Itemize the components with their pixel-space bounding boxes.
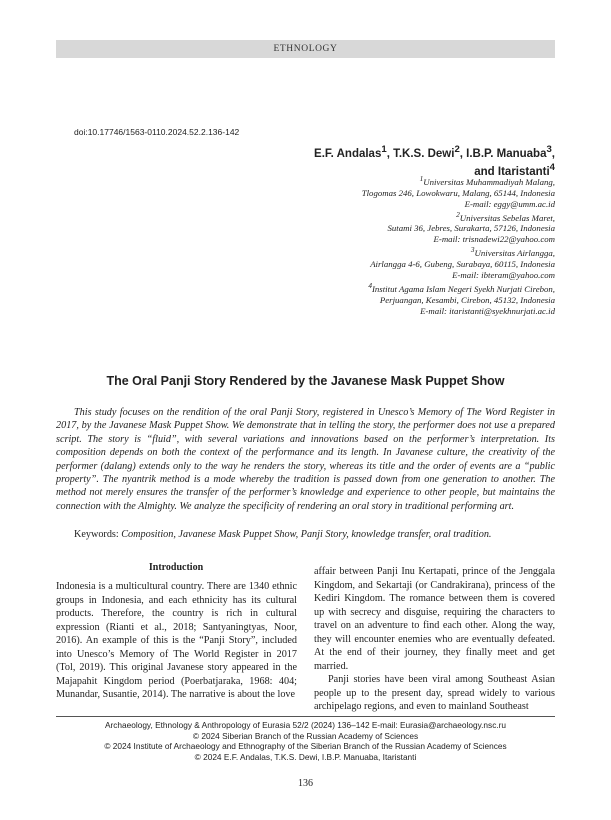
body-column-left xyxy=(56,580,297,702)
page-number: 136 xyxy=(298,778,313,789)
abstract: This study focuses on the rendition of the oral Panji Story, registered in Unesco’s Memory of The Word Register in 2017, by the Javanese Mask Puppet Show. We demonstrate that in telling the story, the performer does not use a prepared script. The story is “fluid”, with several variations and innovations based on the performer’s interpretation. Its composition depends on both the context of the performance and its length. In Javanese culture, the creativity of the performer (dalang) extends only to the way he renders the story, whereas its title and the order of events are a “public property”. The nyantrik method is a mode whereby the tradition is passed down from one generation to another. The method not merely ensures the transfer of the performer’s knowledge and experience to other people, but maintains the connection with the Almighty. We analyze the specificity of rendering an oral story in traditional performing art. xyxy=(56,407,555,512)
affiliation-line xyxy=(225,210,555,224)
affiliation-line xyxy=(225,281,555,295)
copyright-line: © 2024 E.F. Andalas, T.K.S. Dewi, I.B.P. Manuaba, Itaristanti xyxy=(194,751,417,762)
paragraph: affair between Panji Inu Kertapati, prince of the Jenggala Kingdom, and Sekartaji (or Candrakirana), princess of the Kediri Kingdom. The romance between them is covered up with secrecy and disguise, requiring the characters to travel on an adventure to find each other. Along the way, they will encounter enemies who are eventually defeated. At the end of their journey, they finally meet and get married. xyxy=(314,566,555,672)
author-line-1: E.F. Andalas$^1$, T.K.S. Dewi$^2$, I.B.P. Manuaba$^3$, xyxy=(314,144,555,160)
affiliation-institution: Universitas Airlangga, xyxy=(474,248,555,259)
paragraph: Panji stories have been viral among Southeast Asian people up to the present day, spread widely to various archipelago regions, and even to mainland Southeast xyxy=(314,674,555,713)
article-title: The Oral Panji Story Rendered by the Javanese Mask Puppet Show xyxy=(106,374,505,388)
affiliation-email[interactable]: E-mail: ibteram@yahoo.com xyxy=(452,270,555,281)
author-affiliation-mark: 1 xyxy=(381,144,387,155)
affiliation-line xyxy=(225,245,555,259)
section-label: ETHNOLOGY xyxy=(273,44,338,54)
author-name: I.B.P. Manuaba xyxy=(466,147,547,160)
affiliation-line: Perjuangan, Kesambi, Cirebon, 45132, Indonesia xyxy=(379,294,555,305)
section-banner xyxy=(56,40,555,58)
doi-text: doi:10.17746/1563-0110.2024.52.2.136-142 xyxy=(74,127,240,137)
keywords xyxy=(74,529,555,540)
author-affiliation-mark: 2 xyxy=(454,144,460,155)
affiliation-mark: 3 xyxy=(470,245,475,255)
author-name: and Itaristanti xyxy=(474,165,550,178)
affiliation-email[interactable]: E-mail: trisnadewi22@yahoo.com xyxy=(433,234,555,245)
author-affiliation-mark: 3 xyxy=(546,144,552,155)
affiliation-line: Tlogomas 246, Lowokwaru, Malang, 65144, Indonesia xyxy=(361,187,555,198)
footer-divider xyxy=(56,716,555,717)
copyright-line: © 2024 Siberian Branch of the Russian Academy of Sciences xyxy=(192,730,419,741)
affiliation-line xyxy=(225,174,555,188)
section-heading-introduction: Introduction xyxy=(148,562,204,573)
author-name: T.K.S. Dewi xyxy=(393,147,455,160)
affiliation-line: Sutami 36, Jebres, Surakarta, 57126, Indonesia xyxy=(387,223,555,234)
keywords-list: Composition, Javanese Mask Puppet Show, Panji Story, knowledge transfer, oral tradition. xyxy=(121,529,492,540)
affiliation-line: Airlangga 4-6, Gubeng, Surabaya, 60115, Indonesia xyxy=(370,259,555,270)
affiliation-email[interactable]: E-mail: eggy@umm.ac.id xyxy=(464,198,555,209)
affiliation-institution: Institut Agama Islam Negeri Syekh Nurjati Cirebon, xyxy=(371,283,555,294)
affiliations xyxy=(225,174,555,317)
author-name: E.F. Andalas xyxy=(314,147,382,160)
keywords-label: Keywords: xyxy=(74,529,119,540)
affiliation-institution: Universitas Sebelas Maret, xyxy=(459,212,555,223)
copyright-line: © 2024 Institute of Archaeology and Ethnography of the Siberian Branch of the Russian Academy of Sciences xyxy=(104,741,507,751)
journal-info: Archaeology, Ethnology & Anthropology of Eurasia 52/2 (2024) 136–142 E-mail: Eurasia@archaeology.nsc.ru xyxy=(104,720,507,730)
affiliation-mark: 4 xyxy=(368,280,372,290)
author-affiliation-mark: 4 xyxy=(549,161,555,173)
affiliation-mark: 2 xyxy=(456,209,460,219)
paragraph: Indonesia is a multicultural country. There are 1340 ethnic groups in Indonesia, and each ethnicity has its cultural products. Therefore, the country is rich in cultural expression (Rianti et al., 2018; Santyaningtyas, Noor, 2016). An example of this is the “Panji Story”, included into Unesco’s Memory of The World Register in 2017 (Tol, 2019). This original Javanese story appeared in the Majapahit Kingdom period (Poerbatjaraka, 1968: 404; Munandar, Susantie, 2014). The narrative is about the love xyxy=(56,581,297,701)
affiliation-email[interactable]: E-mail: itaristanti@syekhnurjati.ac.id xyxy=(420,305,555,316)
body-column-right xyxy=(314,565,555,714)
affiliation-mark: 1 xyxy=(419,174,424,183)
affiliation-institution: Universitas Muhammadiyah Malang, xyxy=(423,176,555,187)
footer xyxy=(56,720,555,762)
